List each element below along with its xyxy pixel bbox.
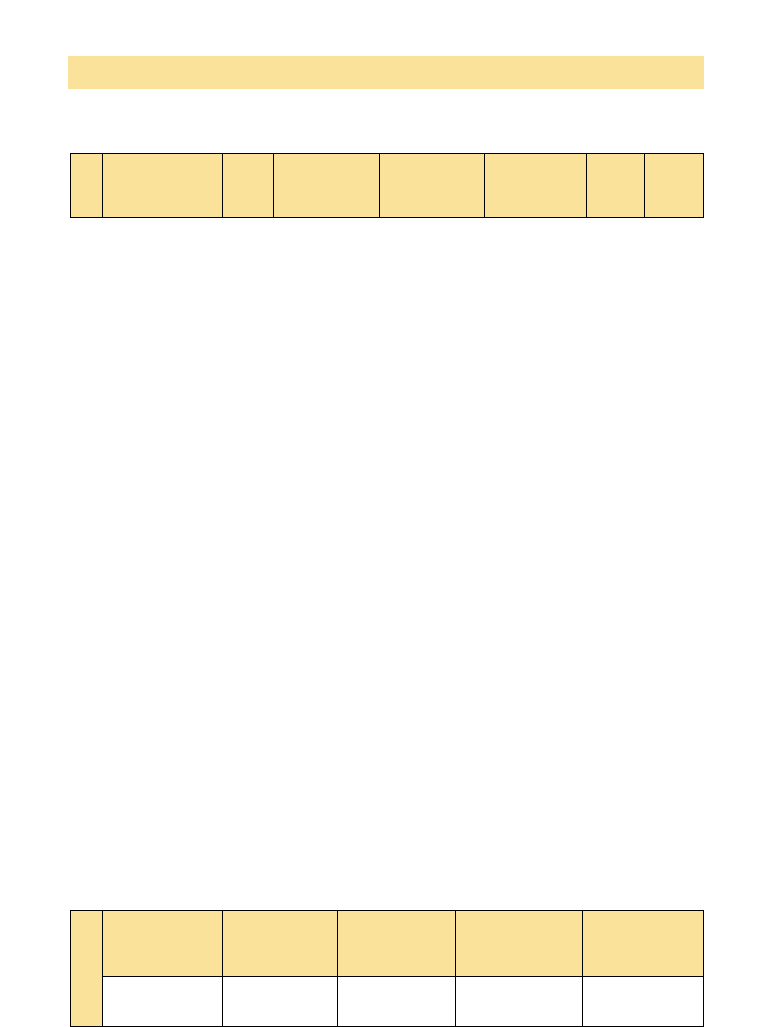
group-total-cell[interactable] — [583, 977, 704, 1027]
group-eval-side-label — [71, 911, 103, 1027]
header-stt — [71, 154, 103, 218]
presenter-table-top — [70, 153, 704, 218]
rating-presentation[interactable] — [456, 977, 583, 1027]
rating-nabc[interactable] — [223, 977, 338, 1027]
header-nabc — [223, 911, 338, 977]
header-ballot — [587, 154, 645, 218]
header-presentation — [456, 911, 583, 977]
rating-ideation[interactable] — [103, 977, 223, 1027]
header-group-total — [583, 911, 704, 977]
form-title-bar — [68, 56, 704, 89]
header-preparation — [274, 154, 380, 218]
group-eval-table — [70, 910, 704, 1027]
header-ideation — [103, 911, 223, 977]
header-presenter — [103, 154, 223, 218]
header-content — [338, 911, 456, 977]
header-style — [380, 154, 485, 218]
header-pace-voice — [485, 154, 587, 218]
header-contribution — [223, 154, 274, 218]
rating-content[interactable] — [338, 977, 456, 1027]
header-total — [645, 154, 704, 218]
